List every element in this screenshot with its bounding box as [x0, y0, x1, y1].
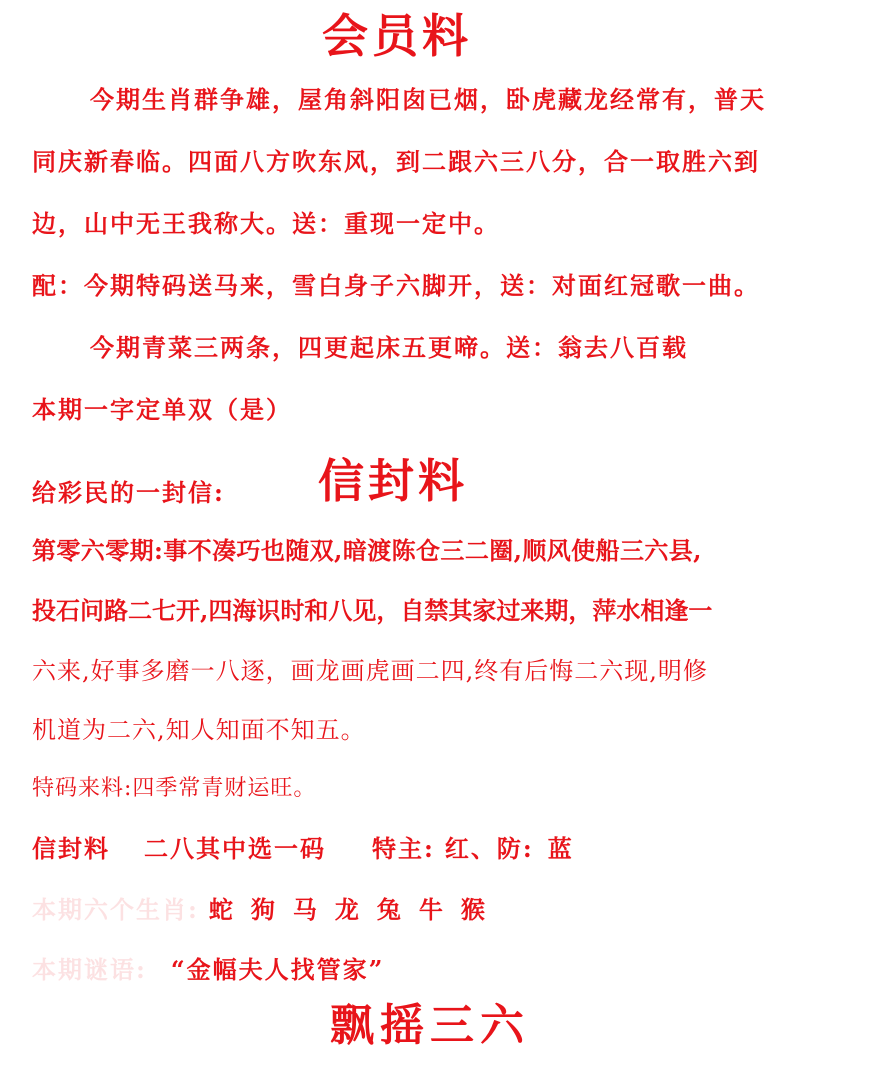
- letter-line-4: 机道为二六,知人知面不知五。: [32, 716, 366, 744]
- zodiac-animal: 马: [292, 895, 319, 924]
- zodiac-animal: 牛: [418, 895, 445, 924]
- member-line-5: 今期青菜三两条，四更起床五更啼。送：翁去八百载: [90, 333, 688, 362]
- title-member: 会员料: [322, 9, 472, 63]
- envelope-row: [32, 834, 574, 864]
- letter-title: 信封料: [318, 454, 468, 508]
- guard-label: 防:: [496, 834, 534, 863]
- main-value: 红、: [444, 834, 497, 863]
- member-line-6: 本期一字定单双（是）: [32, 395, 292, 424]
- letter-label: 给彩民的一封信:: [32, 478, 225, 507]
- envelope-label: 信封料: [32, 834, 110, 863]
- letter-line-1: 第零六零期:事不凑巧也随双,暗渡陈仓三二圈,顺风使船三六县,: [32, 536, 702, 565]
- zodiac-animal: 狗: [250, 895, 277, 924]
- guard-value: 蓝: [547, 834, 574, 863]
- zodiac-animal: 猴: [460, 895, 487, 924]
- riddle-row: [32, 955, 384, 985]
- zodiac-label: 本期六个生肖:: [32, 895, 199, 924]
- letter-line-2: 投石问路二七开,四海识时和八见，自禁其家过来期，萍水相逢一: [32, 596, 713, 625]
- envelope-pick: 二八其中选一码: [144, 834, 326, 863]
- footer-phrase: 飘摇三六: [330, 1000, 530, 1051]
- riddle-label: 本期谜语:: [32, 955, 147, 984]
- zodiac-animal: 龙: [334, 895, 361, 924]
- zodiac-animal: 蛇: [208, 895, 235, 924]
- zodiac-row: [32, 895, 487, 925]
- special-line: 特码来料:四季常青财运旺。: [32, 776, 317, 801]
- main-label: 特主:: [372, 834, 435, 863]
- member-line-2: 同庆新春临。四面八方吹东风，到二跟六三八分，合一取胜六到: [32, 147, 760, 176]
- member-line-3: 边，山中无王我称大。送：重现一定中。: [32, 209, 500, 238]
- member-line-1: 今期生肖群争雄，屋角斜阳囱已烟，卧虎藏龙经常有，普天: [90, 85, 766, 114]
- zodiac-animal: 兔: [376, 895, 403, 924]
- letter-line-3: 六来,好事多磨一八逐，画龙画虎画二四,终有后悔二六现,明修: [32, 657, 708, 685]
- member-line-4: 配：今期特码送马来，雪白身子六脚开，送：对面红冠歌一曲。: [32, 271, 760, 300]
- riddle-text: “金幅夫人找管家”: [170, 955, 385, 984]
